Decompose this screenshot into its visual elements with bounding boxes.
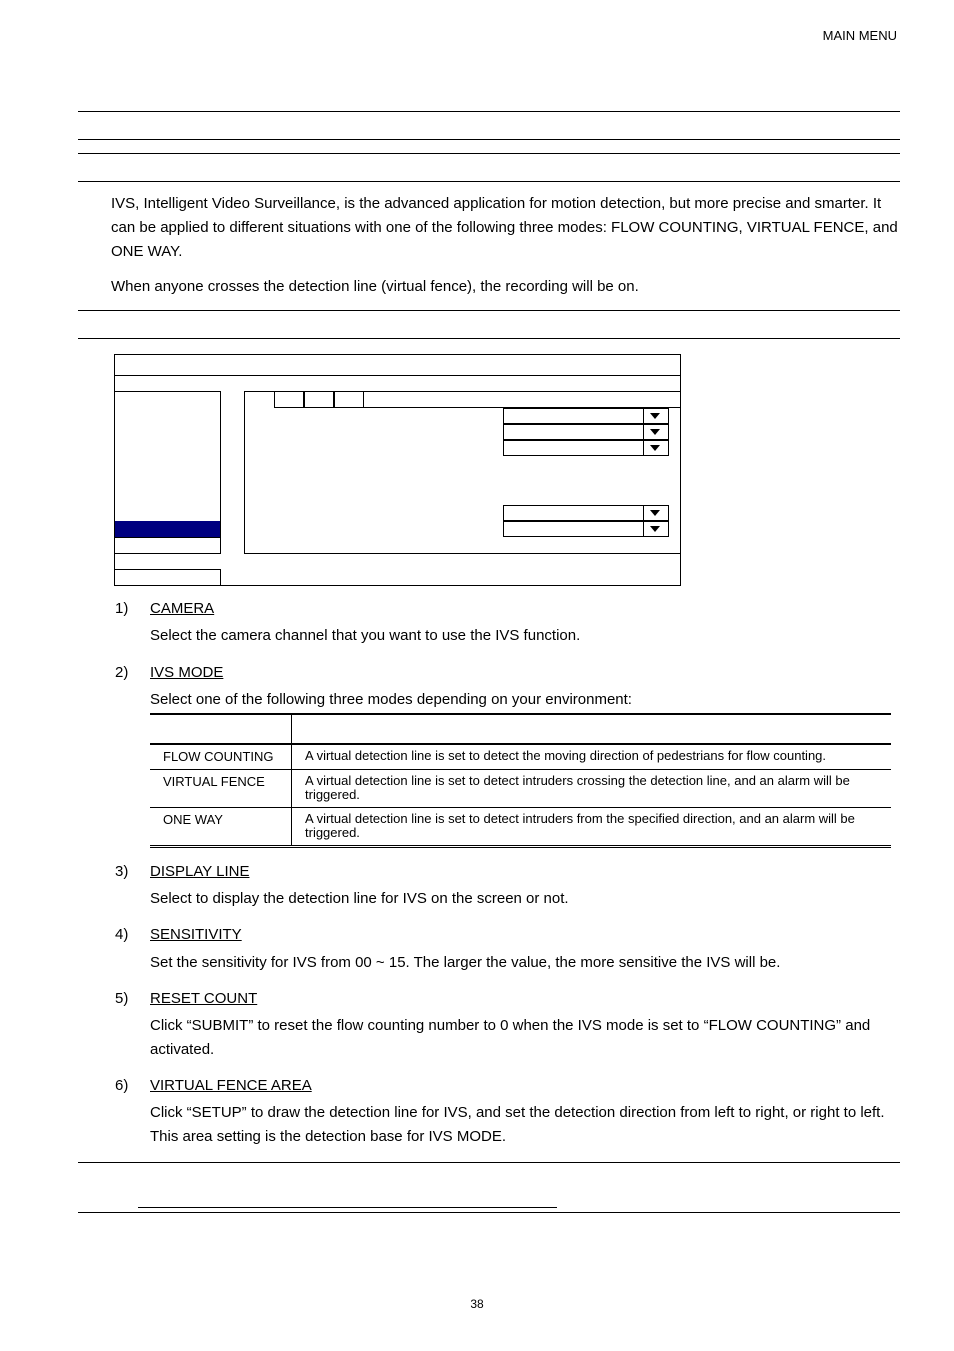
mode-description: A virtual detection line is set to detect the moving direction of pedestrians for flow counting. <box>292 744 892 770</box>
item-desc-display-line: Select to display the detection line for IVS on the screen or not. <box>150 890 569 907</box>
dropdown-option[interactable] <box>503 521 669 537</box>
menu-sidebar-bottom <box>114 569 221 586</box>
underline-rule <box>138 1207 557 1208</box>
table-row <box>150 808 891 847</box>
rule <box>78 310 900 311</box>
item-desc-sensitivity: Set the sensitivity for IVS from 00 ~ 15. The larger the value, the more sensitive the IVS will be. <box>150 954 781 971</box>
item-number: 1) <box>115 600 129 617</box>
tab-camera-1[interactable] <box>274 391 304 408</box>
header-section-label: MAIN MENU <box>822 28 897 43</box>
menu-title-bar-divider <box>115 375 680 376</box>
item-title-camera: CAMERA <box>150 600 215 617</box>
item-title-virtual-fence-area: VIRTUAL FENCE AREA <box>150 1077 312 1094</box>
item-title-reset-count: RESET COUNT <box>150 990 258 1007</box>
dropdown-camera[interactable] <box>503 408 669 424</box>
sidebar-divider <box>115 537 220 538</box>
item-desc-reset-count: Click “SUBMIT” to reset the flow counting number to 0 when the IVS mode is set to “FLOW COUNTING” and activated. <box>150 1017 871 1058</box>
table-header-row <box>150 714 891 744</box>
chevron-down-icon <box>643 441 668 455</box>
table-header-cell <box>150 714 292 744</box>
item-number: 4) <box>115 926 129 943</box>
item-desc-camera: Select the camera channel that you want to use the IVS function. <box>150 627 581 644</box>
mode-description: A virtual detection line is set to detect intruders crossing the detection line, and an alarm will be triggered. <box>292 770 892 808</box>
tab-camera-2[interactable] <box>304 391 334 408</box>
item-desc-virtual-fence-area: Click “SETUP” to draw the detection line for IVS, and set the detection direction from left to right, or right to left. This area setting is the detection base for IVS MODE. <box>150 1104 885 1145</box>
page-number: 38 <box>470 1297 484 1311</box>
chevron-down-icon <box>643 506 668 520</box>
rule <box>78 1212 900 1213</box>
table-header-cell <box>292 714 892 744</box>
item-title-ivs-mode: IVS MODE <box>150 664 224 681</box>
intro-paragraph-2: When anyone crosses the detection line (virtual fence), the recording will be on. <box>111 278 639 295</box>
chevron-down-icon <box>643 522 668 536</box>
dropdown-sensitivity[interactable] <box>503 505 669 521</box>
sidebar-item-ivs-selected[interactable] <box>115 521 220 537</box>
item-title-display-line: DISPLAY LINE <box>150 863 250 880</box>
dropdown-ivs-mode[interactable] <box>503 424 669 440</box>
chevron-down-icon <box>643 409 668 423</box>
table-row <box>150 744 891 770</box>
chevron-down-icon <box>643 425 668 439</box>
mode-name: FLOW COUNTING <box>150 744 292 770</box>
dropdown-display-line[interactable] <box>503 440 669 456</box>
rule <box>78 139 900 140</box>
rule <box>78 1162 900 1163</box>
rule <box>78 338 900 339</box>
ivs-modes-table <box>150 713 891 848</box>
rule <box>78 111 900 112</box>
rule <box>78 181 900 182</box>
rule <box>78 153 900 154</box>
item-desc-ivs-mode: Select one of the following three modes depending on your environment: <box>150 691 632 708</box>
mode-description: A virtual detection line is set to detect intruders from the specified direction, and an alarm will be triggered. <box>292 808 892 847</box>
item-number: 3) <box>115 863 129 880</box>
item-number: 5) <box>115 990 129 1007</box>
intro-paragraph-1: IVS, Intelligent Video Surveillance, is the advanced application for motion detection, but more precise and smarter. It can be applied to different situations with one of the following three modes: FLOW COUNTING, VIRTUAL FENCE, and ONE WAY. <box>111 195 898 260</box>
table-row <box>150 770 891 808</box>
mode-name: VIRTUAL FENCE <box>150 770 292 808</box>
tab-camera-3[interactable] <box>334 391 364 408</box>
item-number: 6) <box>115 1077 129 1094</box>
item-number: 2) <box>115 664 129 681</box>
item-title-sensitivity: SENSITIVITY <box>150 926 242 943</box>
mode-name: ONE WAY <box>150 808 292 847</box>
